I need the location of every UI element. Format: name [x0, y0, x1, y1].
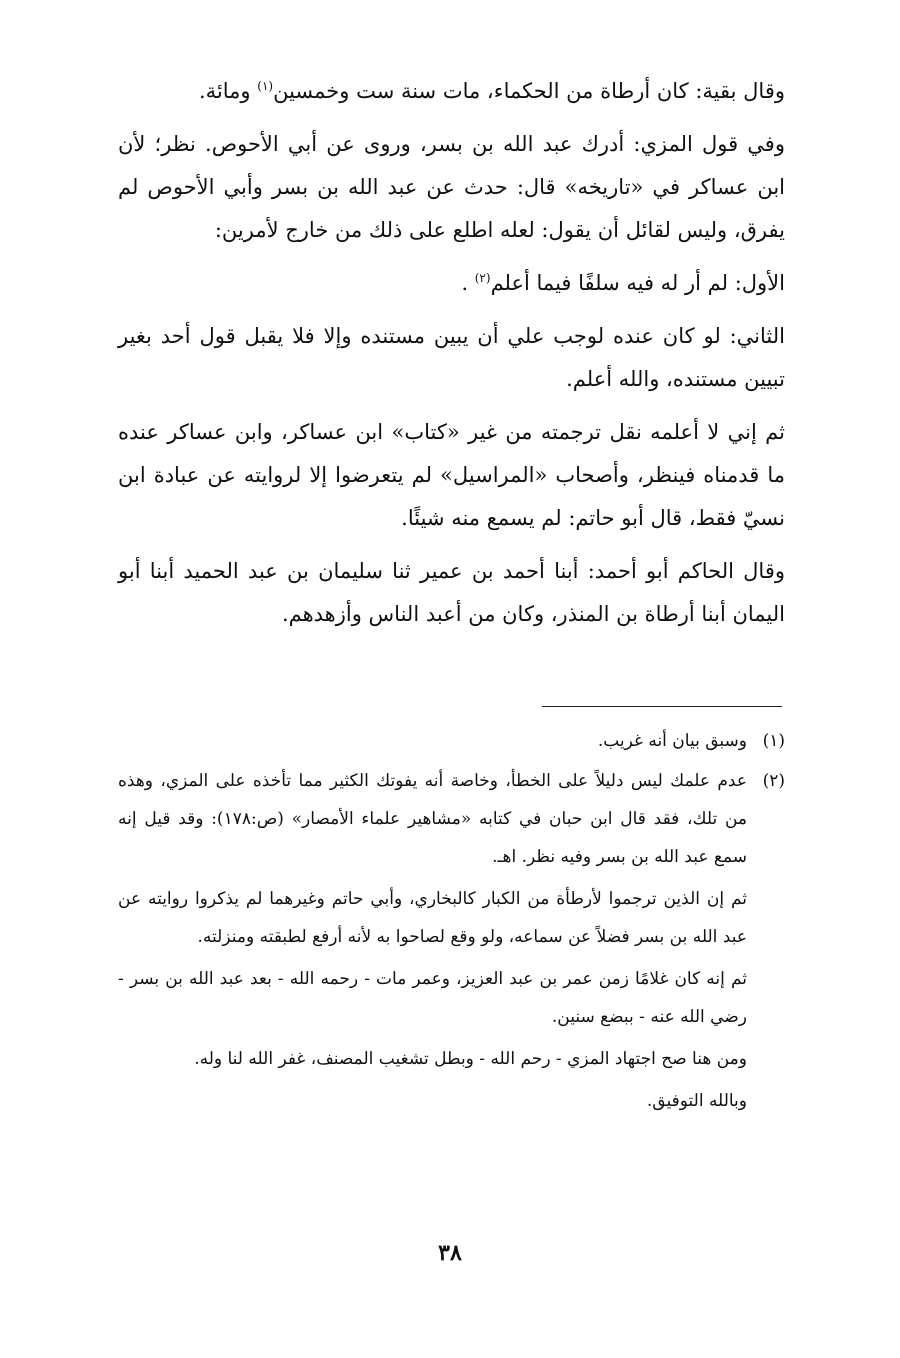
paragraph-1-end: ومائة.	[199, 79, 258, 103]
paragraph-3-text: الأول: لم أر له فيه سلفًا فيما أعلم	[490, 271, 785, 295]
footnotes	[118, 722, 785, 1122]
main-text	[118, 70, 785, 646]
footnote-2-para-5: وبالله التوفيق.	[646, 1091, 747, 1111]
paragraph-1-text: وقال بقية: كان أرطاة من الحكماء، مات سنة ست وخمسين	[273, 79, 785, 103]
paragraph-6: وقال الحاكم أبو أحمد: أبنا أحمد بن عمير ثنا سليمان بن عبد الحميد أبنا أبو اليمان أبنا أرطاة بن المنذر، وكان من أعبد الناس وأزهدهم.	[118, 559, 785, 626]
footnote-2-para-2: ثم إن الذين ترجموا لأرطأة من الكبار كالبخاري، وأبي حاتم وغيرهما لم يذكروا روايته عن عبد الله بن بسر فضلاً عن سماعه، ولو وقع لصاحوا به لأنه أرفع لطبقته ومنزلته.	[118, 889, 747, 947]
footnote-1-body	[118, 722, 747, 760]
footnote-1-text: وسبق بيان أنه غريب.	[597, 731, 747, 751]
footnote-2-body	[118, 762, 747, 1120]
footnote-marker-2: (٢)	[474, 271, 491, 285]
footnote-1	[118, 722, 785, 760]
paragraph-1	[118, 70, 785, 113]
footnote-2-para-3: ثم إنه كان غلامًا زمن عمر بن عبد العزيز، وعمر مات - رحمه الله - بعد عبد الله بن بسر - رضي الله عنه - ببضع سنين.	[118, 969, 747, 1027]
footnote-separator	[542, 706, 782, 707]
footnote-1-number: (١)	[762, 731, 785, 751]
footnote-2-para-1: عدم علمك ليس دليلاً على الخطأ، وخاصة أنه يفوتك الكثير مما تأخذه على المزي، وهذه من تلك، فقد قال ابن حبان في كتابه «مشاهير علماء الأمصار» (ص:١٧٨): وقد قيل إنه سمع عبد الله بن بسر وفيه نظر. اهـ.	[118, 771, 748, 867]
page-number: ٣٨	[438, 1240, 462, 1266]
paragraph-4: الثاني: لو كان عنده لوجب علي أن يبين مستنده وإلا فلا يقبل قول أحد بغير تبيين مستنده، والله أعلم.	[118, 324, 785, 391]
paragraph-2: وفي قول المزي: أدرك عبد الله بن بسر، وروى عن أبي الأحوص. نظر؛ لأن ابن عساكر في «تاريخه» قال: حدث عن عبد الله بن بسر وأبي الأحوص لم يفرق، وليس لقائل أن يقول: لعله اطلع على ذلك من خارج لأمرين:	[118, 132, 785, 242]
paragraph-5: ثم إني لا أعلمه نقل ترجمته من غير «كتاب» ابن عساكر، وابن عساكر عنده ما قدمناه فينظر، وأصحاب «المراسيل» لم يتعرضوا إلا لروايته عن عبادة ابن نسيّ فقط، قال أبو حاتم: لم يسمع منه شيئًا.	[118, 420, 785, 530]
footnote-2-number: (٢)	[762, 771, 785, 791]
paragraph-3-end: .	[461, 271, 475, 295]
footnote-2	[118, 762, 785, 1120]
footnote-marker-1: (١)	[257, 79, 274, 93]
footnote-2-para-4: ومن هنا صح اجتهاد المزي - رحم الله - وبطل تشغيب المصنف، غفر الله لنا وله.	[194, 1049, 747, 1069]
paragraph-3	[118, 262, 785, 305]
